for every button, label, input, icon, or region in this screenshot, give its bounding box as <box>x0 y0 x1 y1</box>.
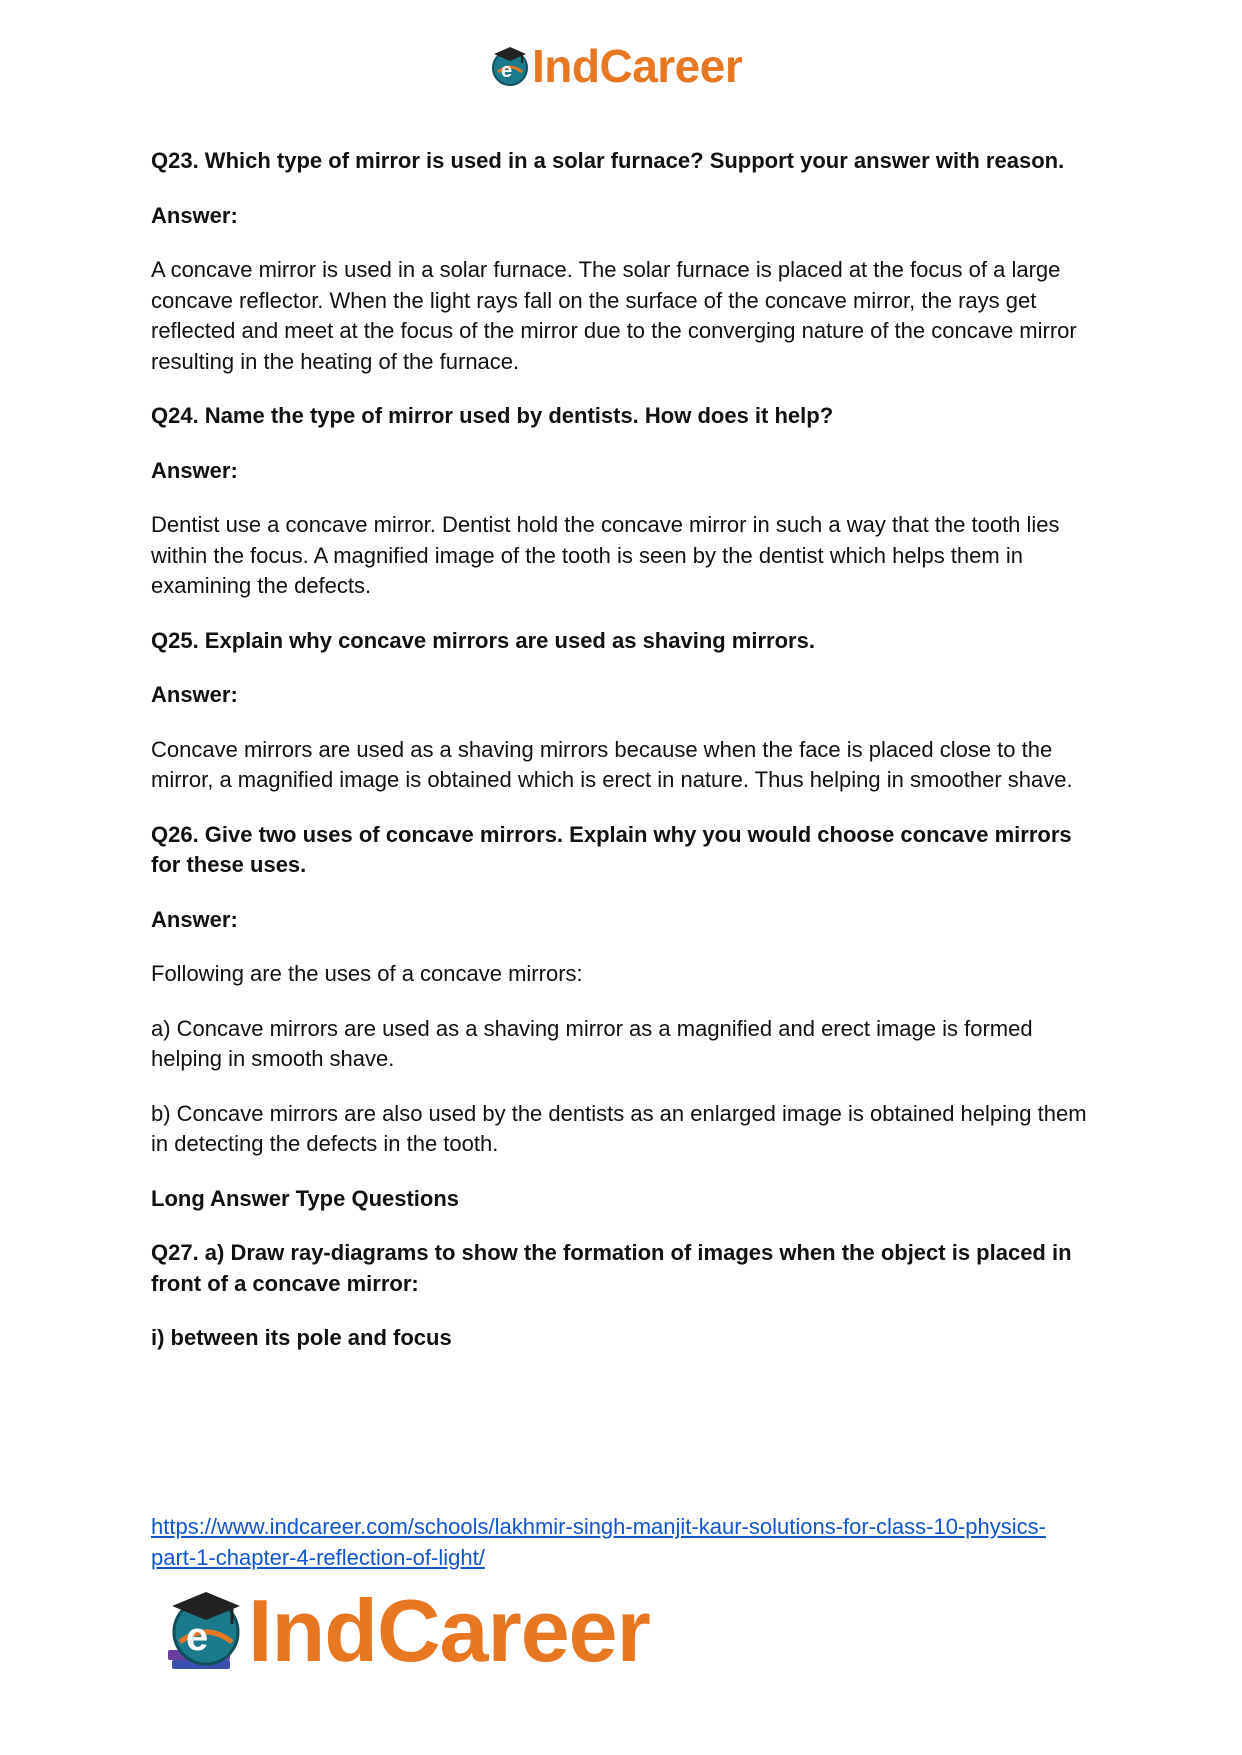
source-link[interactable] <box>151 1514 1046 1570</box>
section-heading: Long Answer Type Questions <box>151 1185 460 1211</box>
graduation-cap-globe-icon <box>488 44 532 88</box>
answer-label: Answer: <box>151 906 238 932</box>
answer-label: Answer: <box>151 682 238 707</box>
answer-label: Answer: <box>151 457 238 483</box>
header-logo <box>488 40 742 92</box>
footer-logo-wordmark: IndCareer <box>248 1581 650 1680</box>
question-q24: Q24. Name the type of mirror used by dentists. How does it help? <box>151 403 834 428</box>
answer-text-a25: Concave mirrors are used as a shaving mirrors because when the face is placed close to the mirror, a magnified image is obtained which is erect in nature. Thus helping in smoother shave. <box>151 736 1073 792</box>
answer-text-a24: Dentist use a concave mirror. Dentist hold the concave mirror in such a way that the tooth lies within the focus. A magnified image of the tooth is seen by the dentist which helps them in examining the defects. <box>151 512 1060 598</box>
footer-logo <box>162 1581 650 1680</box>
source-link-line2: part-1-chapter-4-reflection-of-light/ <box>151 1544 485 1570</box>
question-q23: Q23. Which type of mirror is used in a solar furnace? Support your answer with reason. <box>151 148 1065 173</box>
document-body <box>151 146 1101 1378</box>
question-q26: Q26. Give two uses of concave mirrors. Explain why you would choose concave mirrors for these uses. <box>151 821 1072 877</box>
answer-text-a26-intro: Following are the uses of a concave mirrors: <box>151 961 583 986</box>
question-q27-i: i) between its pole and focus <box>151 1325 452 1350</box>
answer-label: Answer: <box>151 202 238 228</box>
answer-text-a23: A concave mirror is used in a solar furnace. The solar furnace is placed at the focus of a large concave reflector. When the light rays fall on the surface of the concave mirror, the rays get reflected and meet at the focus of the mirror due to the converging nature of the concave mirror resulting in the heating of the furnace. <box>151 257 1077 374</box>
question-q25: Q25. Explain why concave mirrors are used as shaving mirrors. <box>151 627 815 653</box>
svg-text:e: e <box>186 1615 209 1659</box>
answer-text-a26-b: b) Concave mirrors are also used by the dentists as an enlarged image is obtained helping them in detecting the defects in the tooth. <box>151 1100 1087 1156</box>
source-link-line1: https://www.indcareer.com/schools/lakhmir-singh-manjit-kaur-solutions-for-class-10-physics- <box>151 1514 1046 1539</box>
question-q27: Q27. a) Draw ray-diagrams to show the formation of images when the object is placed in front of a concave mirror: <box>151 1240 1072 1296</box>
svg-text:e: e <box>501 60 513 82</box>
answer-text-a26-a: a) Concave mirrors are used as a shaving mirror as a magnified and erect image is formed helping in smooth shave. <box>151 1015 1033 1071</box>
logo-wordmark: IndCareer <box>532 40 743 92</box>
graduation-cap-globe-books-icon <box>162 1588 248 1674</box>
source-link-block <box>151 1512 1101 1573</box>
